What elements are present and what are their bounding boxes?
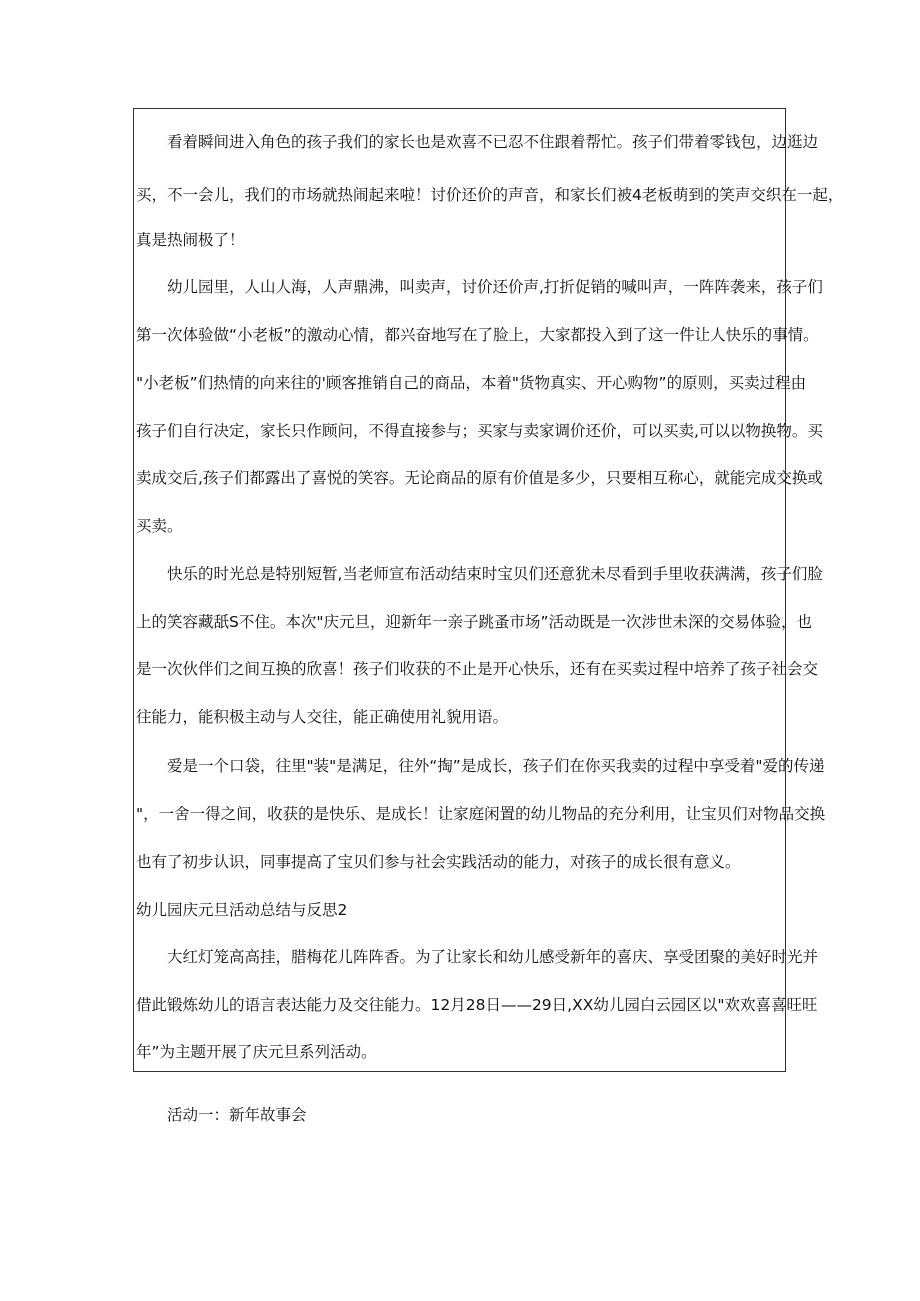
paragraph-3-line-3: 是一次伙伴们之间互换的欣喜！孩子们收获的不止是开心快乐，还有在买卖过程中培养了孩子社会交: [136, 660, 819, 678]
paragraph-1-line-3: 真是热闹极了！: [136, 231, 245, 249]
paragraph-2-line-6: 买卖。: [136, 517, 183, 535]
paragraph-5-line-1: 大红灯笼高高挂，腊梅花儿阵阵香。为了让家长和幼儿感受新年的喜庆、享受团聚的美好时光并: [167, 948, 819, 966]
paragraph-4-line-2: "，一舍一得之间，收获的是快乐、是成长！让家庭闲置的幼儿物品的充分利用，让宝贝们对物品交换: [136, 805, 826, 823]
paragraph-2-line-3: "小老板”们热情的向来往的'顾客推销自己的商品，本着"货物真实、开心购物”的原则，买卖过程由: [136, 374, 807, 392]
paragraph-1-line-1: 看着瞬间进入角色的孩子我们的家长也是欢喜不已忍不住跟着帮忙。孩子们带着零钱包，边逛边: [167, 133, 819, 151]
paragraph-3-line-4: 往能力，能积极主动与人交往，能正确使用礼貌用语。: [136, 708, 509, 726]
paragraph-2-line-4: 孩子们自行决定，家长只作顾问，不得直接参与；买家与卖家调价还价，可以买卖,可以以物换物。买: [136, 422, 823, 440]
paragraph-2-line-5: 卖成交后,孩子们都露出了喜悦的笑容。无论商品的原有价值是多少，只要相互称心，就能完成交换或: [136, 469, 823, 487]
activity-heading: 活动一：新年故事会: [167, 1106, 307, 1124]
paragraph-2-line-1: 幼儿园里，人山人海，人声鼎沸，叫卖声，讨价还价声,打折促销的喊叫声，一阵阵袭来，孩子们: [167, 278, 823, 296]
section-heading: 幼儿园庆元旦活动总结与反思2: [136, 901, 348, 919]
paragraph-2-line-2: 第一次体验做“小老板”的激动心情，都兴奋地写在了脸上，大家都投入到了这一件让人快乐的事情。: [136, 326, 819, 344]
paragraph-1-line-2: 买，不一会儿，我们的市场就热闹起来啦！讨价还价的声音，和家长们被4老板萌到的笑声交织在一起，: [136, 186, 844, 204]
text-frame: [133, 108, 844, 1072]
paragraph-4-line-3: 也有了初步认识，同事提高了宝贝们参与社会实践活动的能力，对孩子的成长很有意义。: [136, 853, 741, 871]
paragraph-5-line-2: 借此锻炼幼儿的语言表达能力及交往能力。12月28日——29日,XX幼儿园白云园区以"欢欢喜喜旺旺: [136, 996, 818, 1014]
paragraph-4-line-1: 爱是一个口袋，往里"装"是满足，往外“掏”是成长，孩子们在你买我卖的过程中享受着"爱的传递: [167, 757, 825, 775]
paragraph-5-line-3: 年”为主题开展了庆元旦系列活动。: [136, 1043, 377, 1061]
paragraph-3-line-1: 快乐的时光总是特别短暂,当老师宣布活动结束时宝贝们还意犹未尽看到手里收获满满，孩子们脸: [167, 565, 823, 583]
paragraph-3-line-2: 上的笑容藏舐S不住。本次"庆元旦，迎新年一亲子跳蚤市场”活动既是一次涉世未深的交易体验，也: [136, 613, 813, 631]
